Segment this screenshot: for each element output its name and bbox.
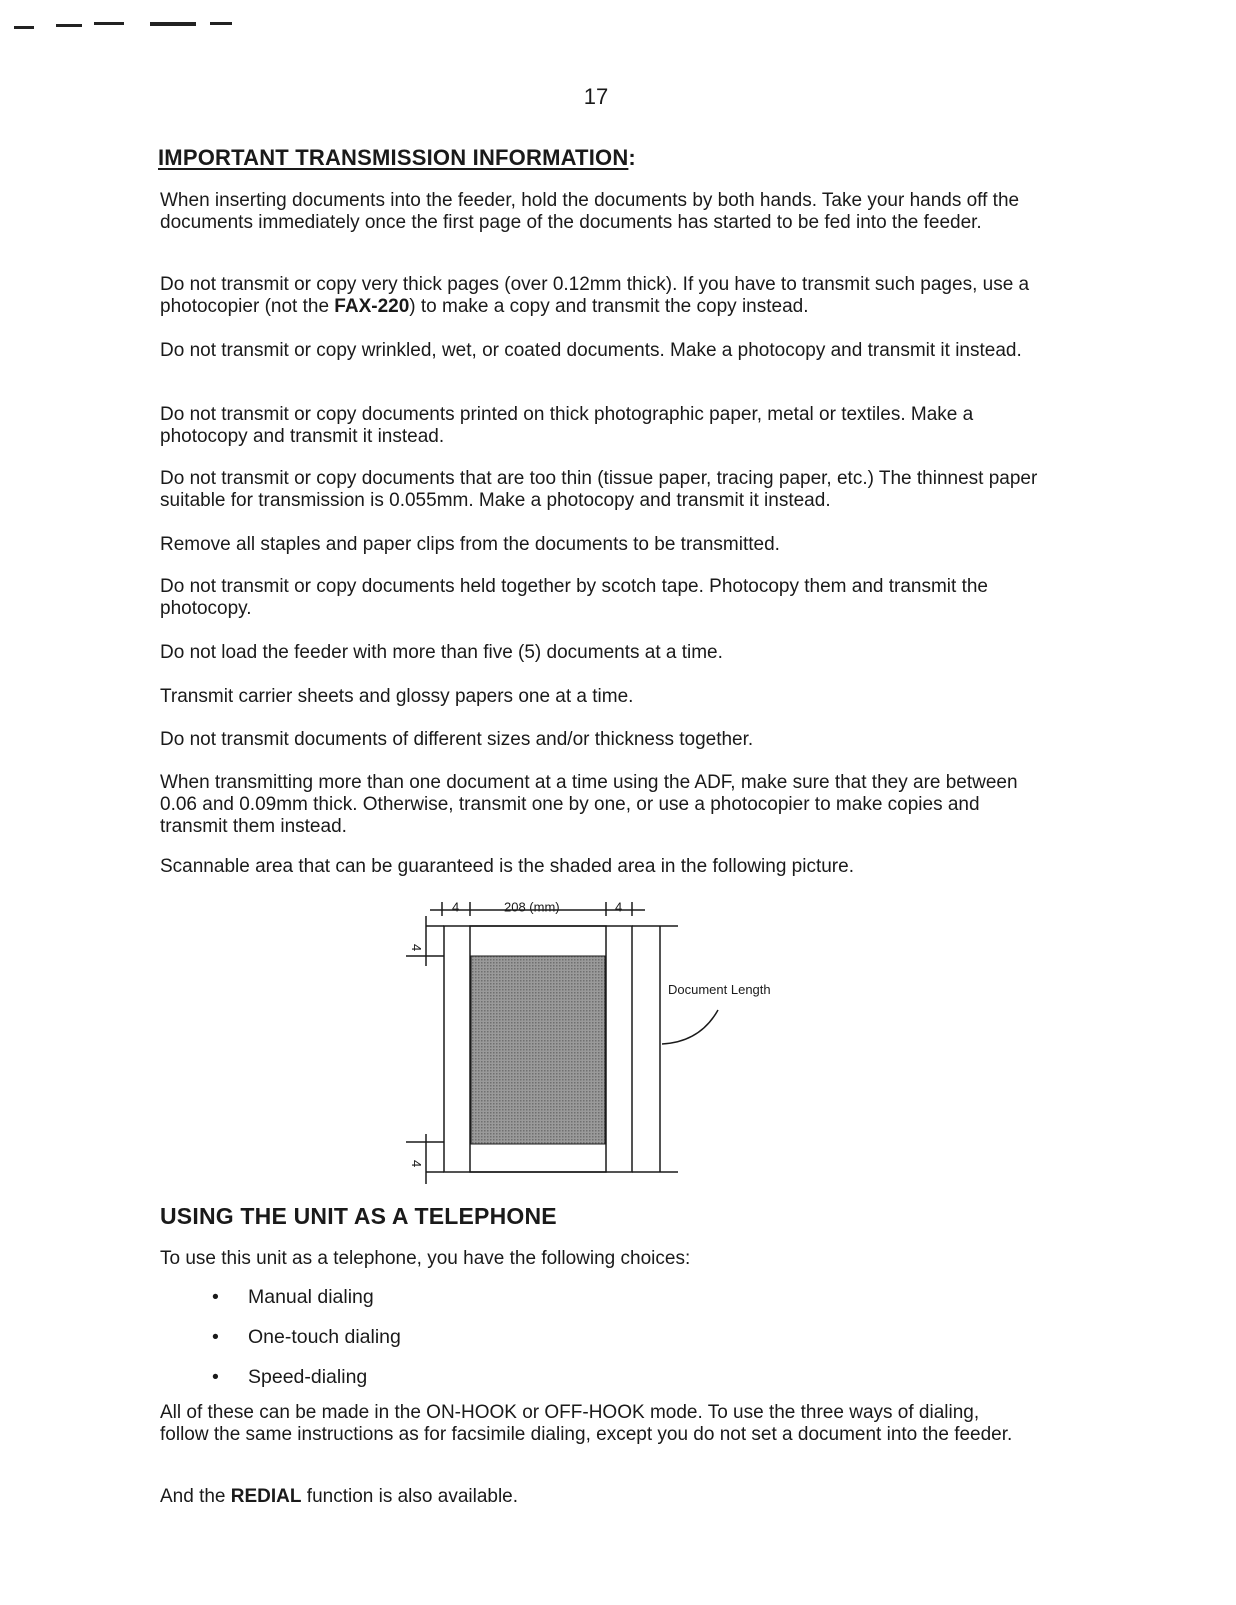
margin-left-label: 4 [452, 902, 460, 915]
thick-pages-text-before: Do not transmit or copy very thick pages (over 0.12mm thick). If you have to transmit such pages, use a photocopier (not the [160, 274, 1030, 317]
paragraph-scotch-tape: Do not transmit or copy documents held together by scotch tape. Photocopy them and transmit the photocopy. [160, 576, 989, 619]
model-name: FAX-220 [334, 296, 410, 317]
choice-label: Speed-dialing [248, 1366, 368, 1388]
margin-bottom-label: 4 [409, 1160, 424, 1168]
paragraph-sizes: Do not transmit documents of different sizes and/or thickness together. [160, 729, 754, 750]
paragraph-redial [160, 1486, 1040, 1508]
section-heading-transmission [158, 145, 636, 171]
list-item [212, 1286, 401, 1326]
redial-keyword: REDIAL [230, 1486, 302, 1507]
paragraph-carrier-sheets: Transmit carrier sheets and glossy papers one at a time. [160, 686, 634, 707]
margin-top-label: 4 [409, 944, 424, 952]
heading-colon: : [628, 145, 636, 170]
dialing-choices-list [212, 1286, 401, 1406]
paragraph-thick-pages [160, 274, 1040, 318]
section-heading-telephone: USING THE UNIT AS A TELEPHONE [160, 1203, 557, 1229]
paragraph-wrinkled: Do not transmit or copy wrinkled, wet, or coated documents. Make a photocopy and transmit it instead. [160, 340, 1022, 361]
telephone-intro: To use this unit as a telephone, you have the following choices: [160, 1248, 691, 1269]
document-length-label: Document Length [668, 982, 771, 997]
list-item [212, 1366, 401, 1406]
paragraph-adf: When transmitting more than one document at a time using the ADF, make sure that they are between 0.06 and 0.09mm thick. Otherwise, transmit one by one, or use a photocopier to make copies and transmit them instead. [160, 772, 1018, 837]
paragraph-photographic: Do not transmit or copy documents printed on thick photographic paper, metal or textiles. Make a photocopy and transmit it instead. [160, 404, 974, 447]
redial-text-after: function is also available. [301, 1486, 519, 1507]
paragraph-staples: Remove all staples and paper clips from the documents to be transmitted. [160, 534, 780, 555]
paragraph-too-thin: Do not transmit or copy documents that are too thin (tissue paper, tracing paper, etc.) The thinnest paper suitable for transmission is 0.055mm. Make a photocopy and transmit it instead. [160, 468, 1038, 511]
page-number: 17 [583, 84, 609, 109]
list-item [212, 1326, 401, 1366]
shaded-scannable-area [471, 956, 605, 1144]
bullet-icon: • [212, 1326, 219, 1348]
thick-pages-text-after: ) to make a copy and transmit the copy instead. [409, 296, 809, 317]
heading-text: IMPORTANT TRANSMISSION INFORMATION [158, 145, 629, 170]
margin-right-label: 4 [615, 902, 623, 915]
bullet-icon: • [212, 1366, 219, 1388]
scannable-area-diagram [400, 902, 790, 1190]
paragraph-feeder-handling: When inserting documents into the feeder, hold the documents by both hands. Take your hands off the documents immediately once the first page of the documents has started to be fed into the feeder. [160, 190, 1020, 233]
redial-text-before: And the [160, 1486, 231, 1507]
paragraph-scannable-area: Scannable area that can be guaranteed is the shaded area in the following picture. [160, 856, 854, 877]
choice-label: One-touch dialing [248, 1326, 401, 1348]
width-label: 208 (mm) [504, 902, 560, 915]
paragraph-feeder-limit: Do not load the feeder with more than five (5) documents at a time. [160, 642, 723, 663]
choice-label: Manual dialing [248, 1286, 374, 1308]
bullet-icon: • [212, 1286, 219, 1308]
paragraph-dialing-modes: All of these can be made in the ON-HOOK or OFF-HOOK mode. To use the three ways of dialing, follow the same instructions as for facsimile dialing, except you do not set a document into the feeder. [160, 1402, 1013, 1445]
